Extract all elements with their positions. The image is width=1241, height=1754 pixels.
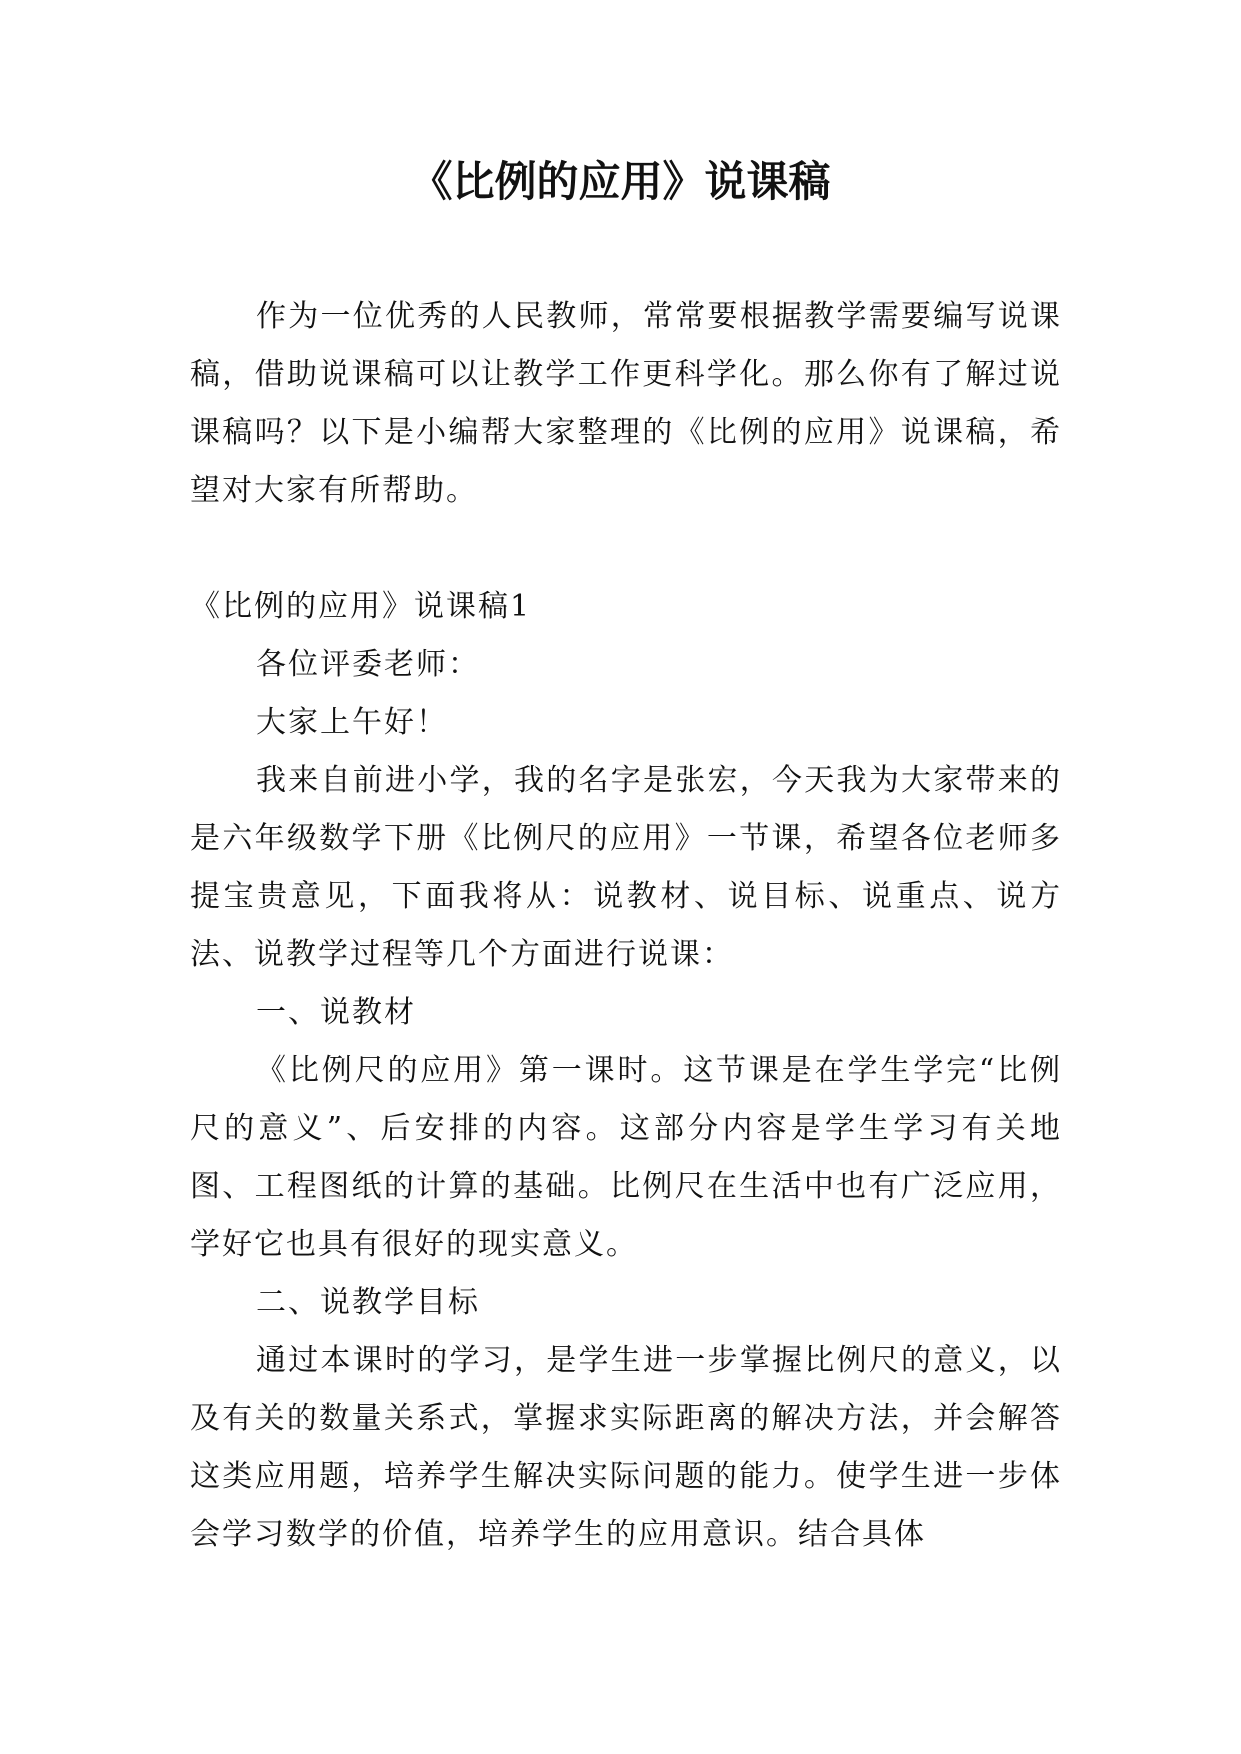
objectives-paragraph: 通过本课时的学习，是学生进一步掌握比例尺的意义，以及有关的数量关系式，掌握求实际距离的解决方法，并会解答这类应用题，培养学生解决实际问题的能力。使学生进一步体会学习数学的价值，培养学生的应用意识。结合具体: [190, 1343, 1062, 1552]
document-title: 《比例的应用》说课稿: [410, 157, 831, 206]
textbook-paragraph: 《比例尺的应用》第一课时。这节课是在学生学完“比例尺的意义”、后安排的内容。这部分内容是学生学习有关地图、工程图纸的计算的基础。比例尺在生活中也有广泛应用，学好它也具有很好的现实意义。: [190, 1053, 1062, 1262]
greeting-line: 大家上午好！: [256, 705, 448, 740]
subheading-objectives: 二、说教学目标: [256, 1285, 480, 1320]
section-heading: 《比例的应用》说课稿1: [190, 589, 532, 624]
paragraph-spacer: [190, 520, 1062, 578]
document-body: [190, 288, 1062, 1564]
subheading-textbook: 一、说教材: [256, 995, 416, 1030]
self-intro-paragraph: 我来自前进小学，我的名字是张宏，今天我为大家带来的是六年级数学下册《比例尺的应用》一节课，希望各位老师多提宝贵意见，下面我将从：说教材、说目标、说重点、说方法、说教学过程等几个方面进行说课：: [190, 763, 1062, 972]
greeting-line: 各位评委老师：: [256, 647, 480, 682]
intro-paragraph: 作为一位优秀的人民教师，常常要根据教学需要编写说课稿，借助说课稿可以让教学工作更科学化。那么你有了解过说课稿吗？以下是小编帮大家整理的《比例的应用》说课稿，希望对大家有所帮助。: [190, 299, 1062, 508]
